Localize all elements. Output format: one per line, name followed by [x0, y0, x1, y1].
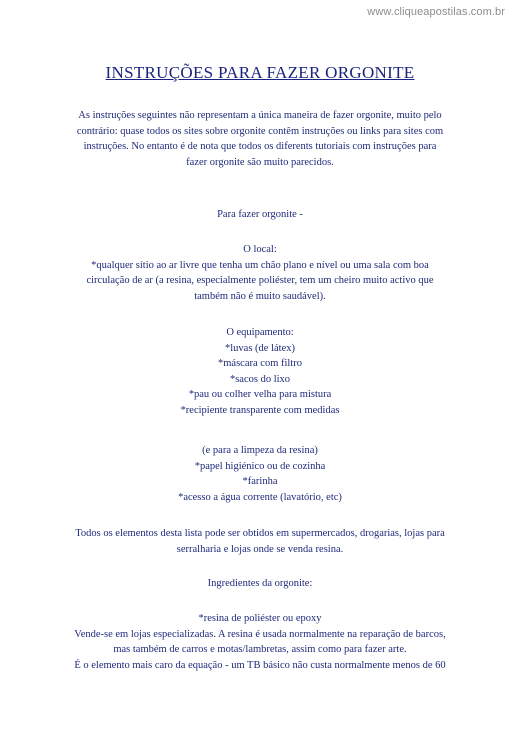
availability-line: Todos os elementos desta lista pode ser obtidos em supermercados, drogarias, lojas para — [75, 528, 445, 539]
equipment-heading: O equipamento: — [226, 327, 294, 338]
cleaning-item: *acesso a água corrente (lavatório, etc) — [178, 491, 342, 503]
ingredient-line: mas também de carros e motas/lambretas, assim como para fazer arte. — [113, 644, 407, 655]
availability-line: serralharia e lojas onde se venda resina. — [176, 543, 344, 555]
ingredient-item: *resina de poliéster ou epoxy — [198, 613, 322, 624]
local-line: circulação de ar (a resina, especialmente poliéster, tem um cheiro muito activo que — [86, 275, 434, 286]
equipment-section — [80, 325, 440, 418]
intro-line: As instruções seguintes não representam a única maneira de fazer orgonite, muito pelo — [78, 110, 442, 121]
ingredient-line: Vende-se em lojas especializadas. A resina é usada normalmente na reparação de barcos, — [74, 628, 446, 640]
intro-line: instruções. No entanto é de nota que todos os diferents tutoriais com instruções para — [83, 141, 437, 152]
section-heading: Para fazer orgonite - — [217, 209, 303, 220]
ingredients-section — [60, 611, 460, 673]
local-line: *qualquer sítio ao ar livre que tenha um chão plano e nível ou uma sala com boa — [91, 259, 429, 271]
cleaning-section — [80, 443, 440, 505]
equipment-item: *recipiente transparente com medidas — [180, 404, 340, 416]
ingredients-heading: Ingredientes da orgonite: — [207, 578, 313, 589]
local-section — [60, 242, 460, 304]
equipment-item: *pau ou colher velha para mistura — [188, 389, 332, 400]
equipment-item: *sacos do lixo — [229, 373, 291, 385]
availability-paragraph — [60, 526, 460, 557]
cleaning-item: *papel higiénico ou de cozinha — [194, 460, 326, 472]
make-heading — [80, 207, 440, 223]
page-title: INSTRUÇÕES PARA FAZER ORGONITE — [105, 63, 415, 82]
intro-line: fazer orgonite são muito parecidos. — [186, 156, 334, 168]
ingredient-line: É o elemento mais caro da equação - um TB básico não custa normalmente menos de 60 — [74, 659, 446, 671]
cleaning-item: *farinha — [242, 476, 278, 487]
ingredients-heading-block — [80, 576, 440, 592]
cleaning-heading: (e para a limpeza da resina) — [202, 445, 318, 456]
site-watermark: www.cliqueapostilas.com.br — [367, 6, 505, 18]
intro-paragraph — [60, 108, 460, 170]
intro-line: contrário: quase todos os sites sobre orgonite contêm instruções ou links para sites com — [76, 125, 444, 137]
equipment-item: *máscara com filtro — [218, 358, 302, 369]
local-line: também não é muito saudável). — [194, 290, 326, 302]
equipment-item: *luvas (de látex) — [225, 342, 295, 354]
local-heading: O local: — [243, 244, 277, 255]
